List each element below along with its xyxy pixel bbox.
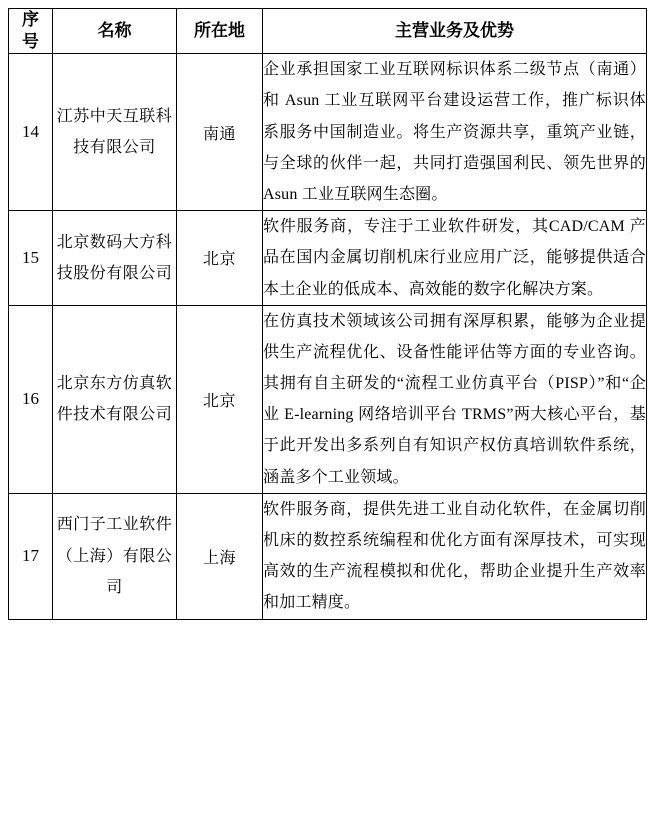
cell-business: 软件服务商，专注于工业软件研发，其CAD/CAM 产品在国内金属切削机床行业应用广泛，能够提供适合本土企业的低成本、高效能的数字化解决方案。 — [263, 211, 647, 306]
column-header-seq — [9, 9, 53, 54]
cell-seq: 17 — [9, 493, 53, 619]
table-header-row — [9, 9, 647, 54]
table-row — [9, 211, 647, 306]
cell-seq: 14 — [9, 54, 53, 211]
cell-business: 在仿真技术领域该公司拥有深厚积累，能够为企业提供生产流程优化、设备性能评估等方面的专业咨询。其拥有自主研发的“流程工业仿真平台（PISP）”和“企业 E-learning 网络培训平台 TRMS”两大核心平台，基于此开发出多系列自有知识产权仿真培训软件系统，涵盖多个工业领域。 — [263, 305, 647, 493]
cell-business: 软件服务商，提供先进工业自动化软件，在金属切削机床的数控系统编程和优化方面有深厚技术，可实现高效的生产流程模拟和优化，帮助企业提升生产效率和加工精度。 — [263, 493, 647, 619]
cell-seq: 15 — [9, 211, 53, 306]
column-header-business: 主营业务及优势 — [263, 9, 647, 54]
cell-name: 北京数码大方科技股份有限公司 — [53, 211, 177, 306]
cell-location: 北京 — [177, 211, 263, 306]
table-row — [9, 493, 647, 619]
cell-business: 企业承担国家工业互联网标识体系二级节点（南通）和 Asun 工业互联网平台建设运营工作，推广标识体系服务中国制造业。将生产资源共享，重筑产业链，与全球的伙伴一起，共同打造强国利民、领先世界的 Asun 工业互联网生态圈。 — [263, 54, 647, 211]
column-header-seq-line1: 序 — [22, 10, 39, 29]
cell-name: 江苏中天互联科技有限公司 — [53, 54, 177, 211]
document-page — [0, 8, 654, 828]
table-header — [9, 9, 647, 54]
table-row — [9, 305, 647, 493]
column-header-location: 所在地 — [177, 9, 263, 54]
column-header-seq-line2: 号 — [22, 32, 39, 52]
cell-location: 南通 — [177, 54, 263, 211]
cell-location: 上海 — [177, 493, 263, 619]
column-header-name: 名称 — [53, 9, 177, 54]
company-table — [8, 8, 647, 620]
cell-name: 北京东方仿真软件技术有限公司 — [53, 305, 177, 493]
cell-location: 北京 — [177, 305, 263, 493]
table-row — [9, 54, 647, 211]
cell-name: 西门子工业软件（上海）有限公司 — [53, 493, 177, 619]
table-body — [9, 54, 647, 619]
cell-seq: 16 — [9, 305, 53, 493]
